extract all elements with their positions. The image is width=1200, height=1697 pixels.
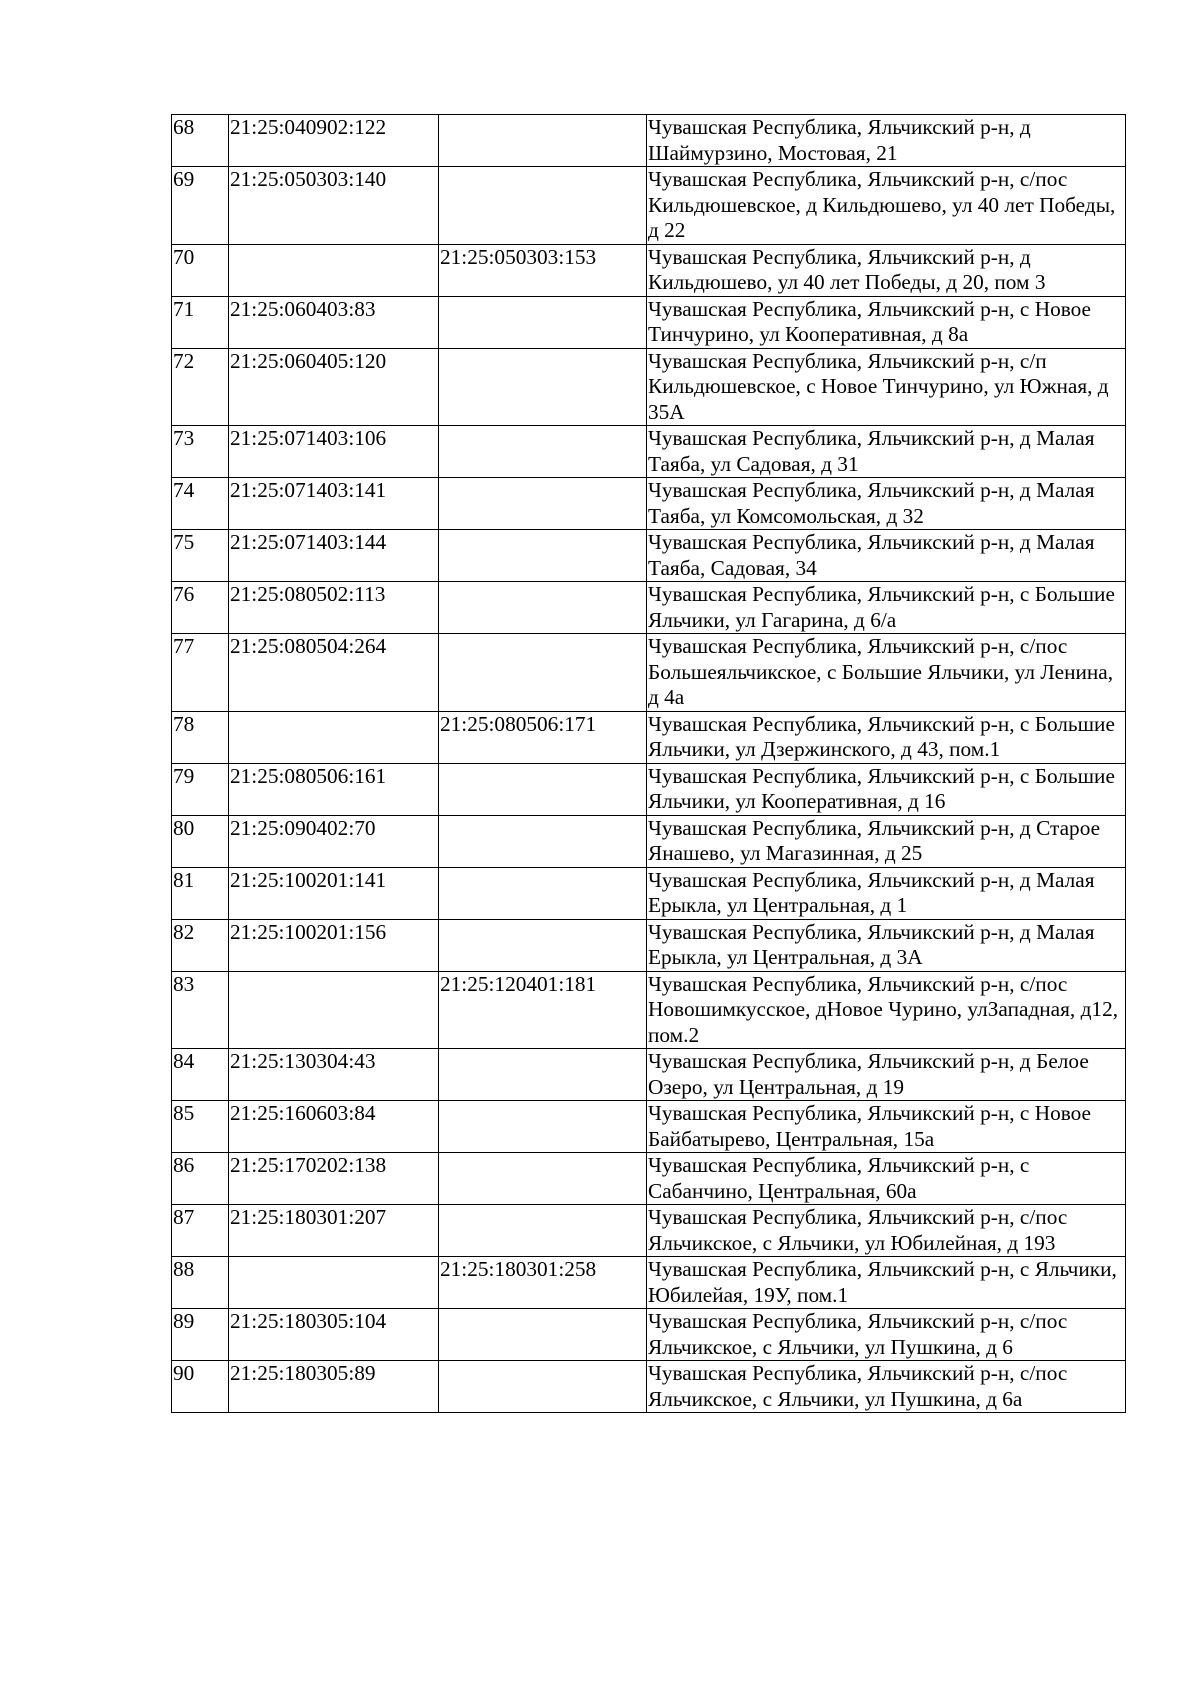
building-cadastral-number-cell: 21:25:050303:153 <box>439 244 647 296</box>
building-cadastral-number-cell <box>439 115 647 167</box>
table-row <box>172 167 1126 245</box>
table-row <box>172 763 1126 815</box>
table-row <box>172 115 1126 167</box>
table-row <box>172 1049 1126 1101</box>
land-cadastral-number-cell: 21:25:040902:122 <box>229 115 439 167</box>
building-cadastral-number-cell: 21:25:080506:171 <box>439 711 647 763</box>
building-cadastral-number-cell <box>439 167 647 245</box>
building-cadastral-number-cell <box>439 530 647 582</box>
table-row <box>172 634 1126 712</box>
address-cell: Чувашская Республика, Яльчикский р-н, с Большие Яльчики, ул Кооперативная, д 16 <box>647 763 1126 815</box>
building-cadastral-number-cell <box>439 426 647 478</box>
address-cell: Чувашская Республика, Яльчикский р-н, с/пос Кильдюшевское, д Кильдюшево, ул 40 лет Победы, д 22 <box>647 167 1126 245</box>
row-number-cell: 68 <box>172 115 229 167</box>
table-row <box>172 348 1126 426</box>
row-number-cell: 75 <box>172 530 229 582</box>
address-cell: Чувашская Республика, Яльчикский р-н, д Малая Таяба, ул Комсомольская, д 32 <box>647 478 1126 530</box>
building-cadastral-number-cell <box>439 1049 647 1101</box>
row-number-cell: 74 <box>172 478 229 530</box>
address-cell: Чувашская Республика, Яльчикский р-н, с/пос Большеяльчикское, с Большие Яльчики, ул Ленина, д 4а <box>647 634 1126 712</box>
building-cadastral-number-cell <box>439 1101 647 1153</box>
address-cell: Чувашская Республика, Яльчикский р-н, д Малая Таяба, ул Садовая, д 31 <box>647 426 1126 478</box>
table-row <box>172 1153 1126 1205</box>
building-cadastral-number-cell <box>439 582 647 634</box>
building-cadastral-number-cell <box>439 867 647 919</box>
table-row <box>172 244 1126 296</box>
land-cadastral-number-cell: 21:25:080502:113 <box>229 582 439 634</box>
land-cadastral-number-cell: 21:25:180301:207 <box>229 1205 439 1257</box>
land-cadastral-number-cell: 21:25:090402:70 <box>229 815 439 867</box>
address-cell: Чувашская Республика, Яльчикский р-н, с/пос Яльчикское, с Яльчики, ул Юбилейная, д 193 <box>647 1205 1126 1257</box>
row-number-cell: 84 <box>172 1049 229 1101</box>
land-cadastral-number-cell: 21:25:080504:264 <box>229 634 439 712</box>
building-cadastral-number-cell <box>439 1205 647 1257</box>
land-cadastral-number-cell: 21:25:050303:140 <box>229 167 439 245</box>
address-cell: Чувашская Республика, Яльчикский р-н, с/п Кильдюшевское, с Новое Тинчурино, ул Южная, д 35А <box>647 348 1126 426</box>
address-cell: Чувашская Республика, Яльчикский р-н, д Малая Ерыкла, ул Центральная, д 1 <box>647 867 1126 919</box>
row-number-cell: 70 <box>172 244 229 296</box>
address-cell: Чувашская Республика, Яльчикский р-н, с/пос Новошимкусское, дНовое Чурино, улЗападная, д12, пом.2 <box>647 971 1126 1049</box>
table-row <box>172 815 1126 867</box>
row-number-cell: 82 <box>172 919 229 971</box>
table-row <box>172 1361 1126 1413</box>
address-cell: Чувашская Республика, Яльчикский р-н, с Новое Тинчурино, ул Кооперативная, д 8а <box>647 296 1126 348</box>
table-row <box>172 971 1126 1049</box>
row-number-cell: 89 <box>172 1309 229 1361</box>
row-number-cell: 78 <box>172 711 229 763</box>
address-cell: Чувашская Республика, Яльчикский р-н, д Старое Янашево, ул Магазинная, д 25 <box>647 815 1126 867</box>
building-cadastral-number-cell <box>439 634 647 712</box>
address-cell: Чувашская Республика, Яльчикский р-н, д Кильдюшево, ул 40 лет Победы, д 20, пом 3 <box>647 244 1126 296</box>
property-registry-table <box>171 114 1126 1413</box>
land-cadastral-number-cell: 21:25:060405:120 <box>229 348 439 426</box>
address-cell: Чувашская Республика, Яльчикский р-н, с/пос Яльчикское, с Яльчики, ул Пушкина, д 6а <box>647 1361 1126 1413</box>
row-number-cell: 81 <box>172 867 229 919</box>
land-cadastral-number-cell: 21:25:100201:141 <box>229 867 439 919</box>
address-cell: Чувашская Республика, Яльчикский р-н, с Яльчики, Юбилейая, 19У, пом.1 <box>647 1257 1126 1309</box>
land-cadastral-number-cell: 21:25:180305:104 <box>229 1309 439 1361</box>
address-cell: Чувашская Республика, Яльчикский р-н, с Сабанчино, Центральная, 60а <box>647 1153 1126 1205</box>
building-cadastral-number-cell <box>439 478 647 530</box>
building-cadastral-number-cell <box>439 1309 647 1361</box>
row-number-cell: 88 <box>172 1257 229 1309</box>
address-cell: Чувашская Республика, Яльчикский р-н, д Белое Озеро, ул Центральная, д 19 <box>647 1049 1126 1101</box>
land-cadastral-number-cell: 21:25:160603:84 <box>229 1101 439 1153</box>
address-cell: Чувашская Республика, Яльчикский р-н, с/пос Яльчикское, с Яльчики, ул Пушкина, д 6 <box>647 1309 1126 1361</box>
row-number-cell: 77 <box>172 634 229 712</box>
table-row <box>172 296 1126 348</box>
row-number-cell: 80 <box>172 815 229 867</box>
address-cell: Чувашская Республика, Яльчикский р-н, д Шаймурзино, Мостовая, 21 <box>647 115 1126 167</box>
row-number-cell: 71 <box>172 296 229 348</box>
row-number-cell: 72 <box>172 348 229 426</box>
land-cadastral-number-cell: 21:25:100201:156 <box>229 919 439 971</box>
row-number-cell: 79 <box>172 763 229 815</box>
land-cadastral-number-cell: 21:25:071403:106 <box>229 426 439 478</box>
building-cadastral-number-cell: 21:25:120401:181 <box>439 971 647 1049</box>
land-cadastral-number-cell <box>229 711 439 763</box>
row-number-cell: 90 <box>172 1361 229 1413</box>
table-row <box>172 1205 1126 1257</box>
building-cadastral-number-cell <box>439 763 647 815</box>
building-cadastral-number-cell <box>439 815 647 867</box>
address-cell: Чувашская Республика, Яльчикский р-н, д Малая Таяба, Садовая, 34 <box>647 530 1126 582</box>
building-cadastral-number-cell <box>439 919 647 971</box>
row-number-cell: 87 <box>172 1205 229 1257</box>
row-number-cell: 73 <box>172 426 229 478</box>
land-cadastral-number-cell: 21:25:071403:144 <box>229 530 439 582</box>
land-cadastral-number-cell: 21:25:080506:161 <box>229 763 439 815</box>
row-number-cell: 86 <box>172 1153 229 1205</box>
row-number-cell: 85 <box>172 1101 229 1153</box>
table-row <box>172 1309 1126 1361</box>
table-row <box>172 582 1126 634</box>
building-cadastral-number-cell <box>439 348 647 426</box>
address-cell: Чувашская Республика, Яльчикский р-н, д Малая Ерыкла, ул Центральная, д 3А <box>647 919 1126 971</box>
address-cell: Чувашская Республика, Яльчикский р-н, с Большие Яльчики, ул Гагарина, д 6/а <box>647 582 1126 634</box>
table-row <box>172 426 1126 478</box>
land-cadastral-number-cell: 21:25:060403:83 <box>229 296 439 348</box>
building-cadastral-number-cell <box>439 1153 647 1205</box>
table-row <box>172 867 1126 919</box>
table-row <box>172 1257 1126 1309</box>
land-cadastral-number-cell <box>229 1257 439 1309</box>
row-number-cell: 69 <box>172 167 229 245</box>
row-number-cell: 76 <box>172 582 229 634</box>
table-row <box>172 711 1126 763</box>
address-cell: Чувашская Республика, Яльчикский р-н, с Новое Байбатырево, Центральная, 15а <box>647 1101 1126 1153</box>
land-cadastral-number-cell: 21:25:180305:89 <box>229 1361 439 1413</box>
row-number-cell: 83 <box>172 971 229 1049</box>
building-cadastral-number-cell <box>439 1361 647 1413</box>
land-cadastral-number-cell: 21:25:071403:141 <box>229 478 439 530</box>
address-cell: Чувашская Республика, Яльчикский р-н, с Большие Яльчики, ул Дзержинского, д 43, пом.1 <box>647 711 1126 763</box>
land-cadastral-number-cell: 21:25:170202:138 <box>229 1153 439 1205</box>
table-row <box>172 919 1126 971</box>
table-row <box>172 478 1126 530</box>
table-row <box>172 530 1126 582</box>
land-cadastral-number-cell: 21:25:130304:43 <box>229 1049 439 1101</box>
building-cadastral-number-cell <box>439 296 647 348</box>
land-cadastral-number-cell <box>229 244 439 296</box>
registry-table-body <box>172 115 1126 1413</box>
table-row <box>172 1101 1126 1153</box>
building-cadastral-number-cell: 21:25:180301:258 <box>439 1257 647 1309</box>
land-cadastral-number-cell <box>229 971 439 1049</box>
